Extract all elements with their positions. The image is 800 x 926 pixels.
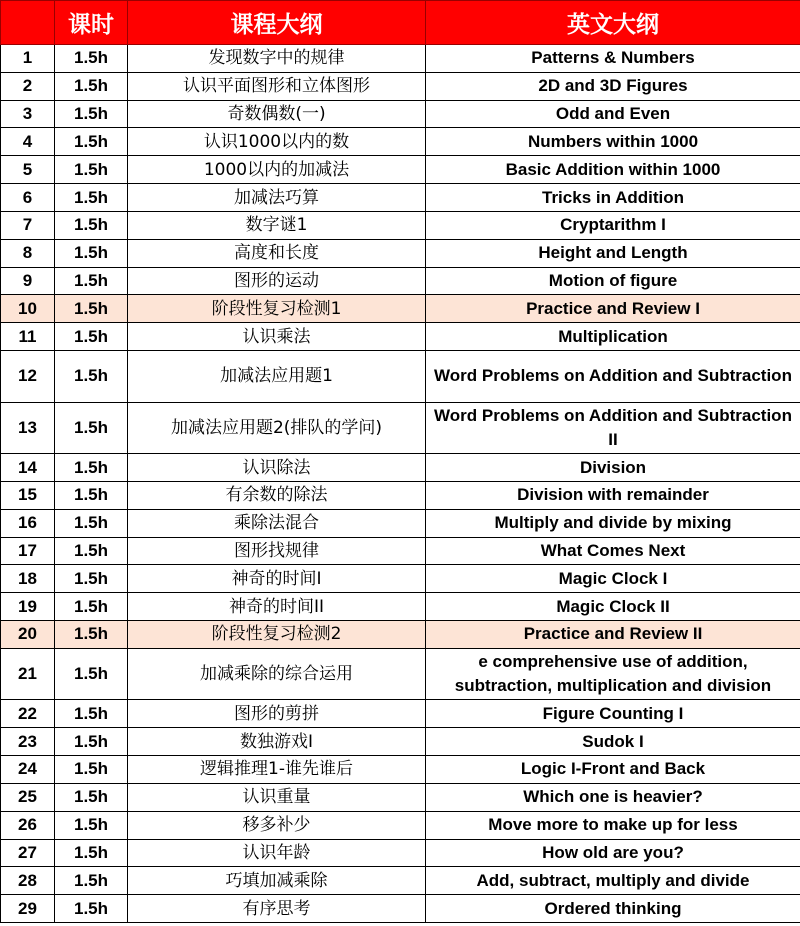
outline-en-cell: Add, subtract, multiply and divide <box>426 867 800 895</box>
table-row <box>1 867 800 895</box>
hours-cell: 1.5h <box>55 128 128 156</box>
lesson-number-cell: 15 <box>1 481 55 509</box>
lesson-number-cell: 23 <box>1 728 55 756</box>
outline-cn-cell: 移多补少 <box>128 811 426 839</box>
lesson-number-cell: 5 <box>1 156 55 184</box>
outline-en-cell: Numbers within 1000 <box>426 128 800 156</box>
outline-cn-cell: 逻辑推理1-谁先谁后 <box>128 756 426 784</box>
table-row <box>1 728 800 756</box>
outline-cn-cell: 1000以内的加减法 <box>128 156 426 184</box>
table-row <box>1 700 800 728</box>
table-row <box>1 239 800 267</box>
outline-en-cell: Odd and Even <box>426 100 800 128</box>
hours-cell: 1.5h <box>55 156 128 184</box>
outline-cn-cell: 数独游戏I <box>128 728 426 756</box>
table-row <box>1 839 800 867</box>
outline-en-cell: Figure Counting I <box>426 700 800 728</box>
outline-cn-cell: 数字谜1 <box>128 211 426 239</box>
hours-cell: 1.5h <box>55 295 128 323</box>
hours-cell: 1.5h <box>55 509 128 537</box>
outline-cn-cell: 巧填加减乘除 <box>128 867 426 895</box>
hours-cell: 1.5h <box>55 100 128 128</box>
lesson-number-cell: 3 <box>1 100 55 128</box>
lesson-number-cell: 28 <box>1 867 55 895</box>
lesson-number-cell: 18 <box>1 565 55 593</box>
hours-cell: 1.5h <box>55 621 128 649</box>
table-row <box>1 811 800 839</box>
lesson-number-cell: 17 <box>1 537 55 565</box>
lesson-number-cell: 29 <box>1 895 55 923</box>
lesson-number-cell: 9 <box>1 267 55 295</box>
hours-cell: 1.5h <box>55 402 128 454</box>
header-outline-en: 英文大纲 <box>426 1 800 45</box>
table-row <box>1 783 800 811</box>
lesson-number-cell: 8 <box>1 239 55 267</box>
table-row <box>1 565 800 593</box>
outline-en-cell: Practice and Review II <box>426 621 800 649</box>
lesson-number-cell: 22 <box>1 700 55 728</box>
lesson-number-cell: 27 <box>1 839 55 867</box>
header-lesson <box>1 1 55 45</box>
table-row <box>1 267 800 295</box>
hours-cell: 1.5h <box>55 267 128 295</box>
outline-en-cell: How old are you? <box>426 839 800 867</box>
outline-cn-cell: 阶段性复习检测2 <box>128 621 426 649</box>
hours-cell: 1.5h <box>55 895 128 923</box>
outline-cn-cell: 加减乘除的综合运用 <box>128 648 426 700</box>
hours-cell: 1.5h <box>55 211 128 239</box>
outline-en-cell: Height and Length <box>426 239 800 267</box>
outline-cn-cell: 认识乘法 <box>128 323 426 351</box>
header-hours: 课时 <box>55 1 128 45</box>
lesson-number-cell: 16 <box>1 509 55 537</box>
table-row <box>1 895 800 923</box>
hours-cell: 1.5h <box>55 537 128 565</box>
outline-en-cell: Ordered thinking <box>426 895 800 923</box>
outline-cn-cell: 认识年龄 <box>128 839 426 867</box>
outline-en-cell: Division with remainder <box>426 481 800 509</box>
hours-cell: 1.5h <box>55 593 128 621</box>
outline-cn-cell: 认识除法 <box>128 454 426 482</box>
lesson-number-cell: 19 <box>1 593 55 621</box>
lesson-number-cell: 21 <box>1 648 55 700</box>
outline-en-cell: What Comes Next <box>426 537 800 565</box>
table-row <box>1 100 800 128</box>
table-row <box>1 184 800 212</box>
hours-cell: 1.5h <box>55 700 128 728</box>
outline-cn-cell: 图形的运动 <box>128 267 426 295</box>
hours-cell: 1.5h <box>55 756 128 784</box>
hours-cell: 1.5h <box>55 72 128 100</box>
lesson-number-cell: 2 <box>1 72 55 100</box>
table-row <box>1 454 800 482</box>
table-row <box>1 756 800 784</box>
lesson-number-cell: 25 <box>1 783 55 811</box>
hours-cell: 1.5h <box>55 184 128 212</box>
table-row <box>1 593 800 621</box>
outline-cn-cell: 认识重量 <box>128 783 426 811</box>
outline-cn-cell: 加减法巧算 <box>128 184 426 212</box>
outline-en-cell: e comprehensive use of addition, subtraction, multiplication and division <box>426 648 800 700</box>
hours-cell: 1.5h <box>55 728 128 756</box>
outline-cn-cell: 加减法应用题1 <box>128 351 426 403</box>
table-row <box>1 351 800 403</box>
outline-cn-cell: 神奇的时间I <box>128 565 426 593</box>
outline-en-cell: Word Problems on Addition and Subtraction <box>426 351 800 403</box>
lesson-number-cell: 11 <box>1 323 55 351</box>
lesson-number-cell: 13 <box>1 402 55 454</box>
table-row <box>1 621 800 649</box>
outline-en-cell: Patterns & Numbers <box>426 45 800 73</box>
header-row <box>1 1 800 45</box>
outline-en-cell: Practice and Review I <box>426 295 800 323</box>
table-row <box>1 648 800 700</box>
outline-cn-cell: 阶段性复习检测1 <box>128 295 426 323</box>
outline-en-cell: Tricks in Addition <box>426 184 800 212</box>
table-row <box>1 211 800 239</box>
table-row <box>1 537 800 565</box>
outline-en-cell: Multiplication <box>426 323 800 351</box>
hours-cell: 1.5h <box>55 783 128 811</box>
outline-cn-cell: 有余数的除法 <box>128 481 426 509</box>
lesson-number-cell: 26 <box>1 811 55 839</box>
table-row <box>1 72 800 100</box>
outline-en-cell: Cryptarithm I <box>426 211 800 239</box>
outline-en-cell: Basic Addition within 1000 <box>426 156 800 184</box>
outline-cn-cell: 有序思考 <box>128 895 426 923</box>
outline-en-cell: Word Problems on Addition and Subtraction II <box>426 402 800 454</box>
table-row <box>1 481 800 509</box>
hours-cell: 1.5h <box>55 565 128 593</box>
outline-cn-cell: 图形找规律 <box>128 537 426 565</box>
outline-cn-cell: 认识1000以内的数 <box>128 128 426 156</box>
lesson-number-cell: 20 <box>1 621 55 649</box>
outline-cn-cell: 神奇的时间II <box>128 593 426 621</box>
outline-en-cell: Magic Clock II <box>426 593 800 621</box>
lesson-number-cell: 14 <box>1 454 55 482</box>
lesson-number-cell: 4 <box>1 128 55 156</box>
outline-cn-cell: 图形的剪拼 <box>128 700 426 728</box>
outline-cn-cell: 乘除法混合 <box>128 509 426 537</box>
outline-en-cell: Move more to make up for less <box>426 811 800 839</box>
outline-cn-cell: 奇数偶数(一) <box>128 100 426 128</box>
outline-en-cell: Motion of figure <box>426 267 800 295</box>
hours-cell: 1.5h <box>55 454 128 482</box>
outline-cn-cell: 发现数字中的规律 <box>128 45 426 73</box>
hours-cell: 1.5h <box>55 45 128 73</box>
hours-cell: 1.5h <box>55 648 128 700</box>
outline-en-cell: Multiply and divide by mixing <box>426 509 800 537</box>
outline-en-cell: 2D and 3D Figures <box>426 72 800 100</box>
table-row <box>1 45 800 73</box>
table-row <box>1 128 800 156</box>
table-row <box>1 156 800 184</box>
outline-en-cell: Magic Clock I <box>426 565 800 593</box>
lesson-number-cell: 10 <box>1 295 55 323</box>
outline-cn-cell: 加减法应用题2(排队的学问) <box>128 402 426 454</box>
hours-cell: 1.5h <box>55 839 128 867</box>
outline-en-cell: Division <box>426 454 800 482</box>
table-row <box>1 509 800 537</box>
table-row <box>1 402 800 454</box>
hours-cell: 1.5h <box>55 323 128 351</box>
hours-cell: 1.5h <box>55 351 128 403</box>
hours-cell: 1.5h <box>55 239 128 267</box>
header-outline-cn: 课程大纲 <box>128 1 426 45</box>
table-row <box>1 295 800 323</box>
outline-cn-cell: 认识平面图形和立体图形 <box>128 72 426 100</box>
outline-en-cell: Sudok I <box>426 728 800 756</box>
hours-cell: 1.5h <box>55 481 128 509</box>
lesson-number-cell: 6 <box>1 184 55 212</box>
lesson-number-cell: 7 <box>1 211 55 239</box>
table-row <box>1 323 800 351</box>
lesson-number-cell: 24 <box>1 756 55 784</box>
hours-cell: 1.5h <box>55 867 128 895</box>
lesson-number-cell: 1 <box>1 45 55 73</box>
outline-en-cell: Logic I-Front and Back <box>426 756 800 784</box>
lesson-number-cell: 12 <box>1 351 55 403</box>
outline-cn-cell: 高度和长度 <box>128 239 426 267</box>
hours-cell: 1.5h <box>55 811 128 839</box>
outline-en-cell: Which one is heavier? <box>426 783 800 811</box>
